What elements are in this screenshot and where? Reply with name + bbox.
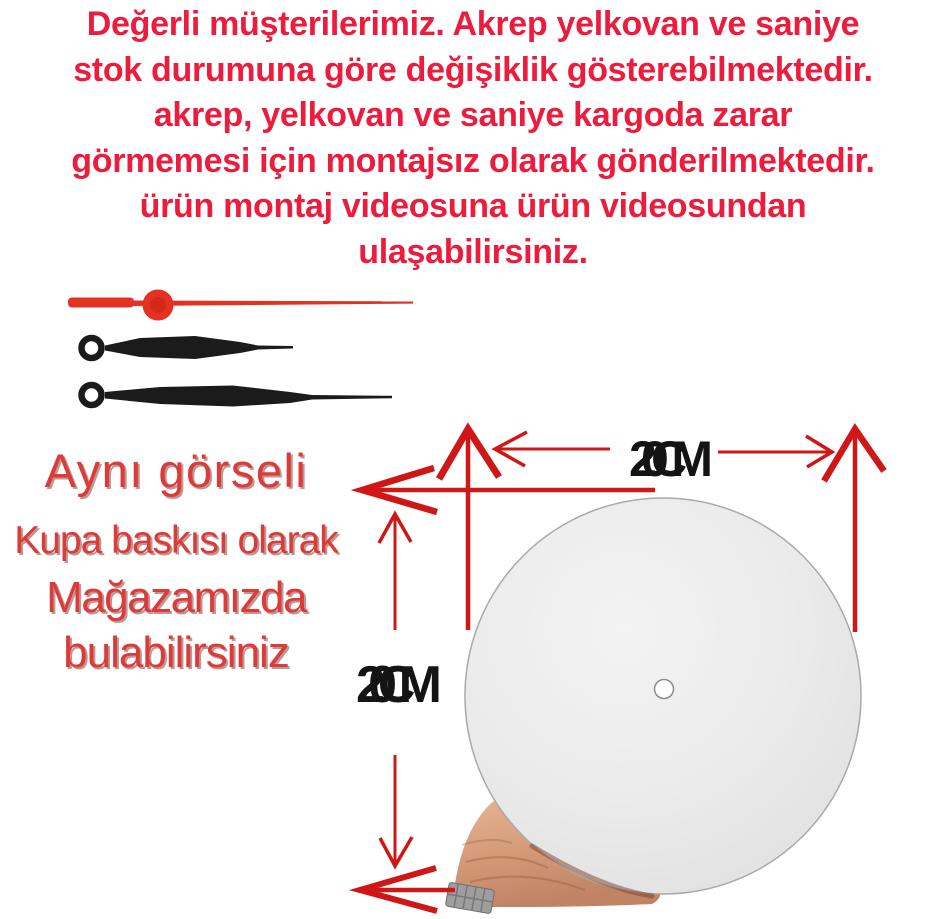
notice-line: ulaşabilirsiniz. <box>358 232 588 271</box>
promo-line-3: Mağazamızda <box>46 573 306 622</box>
second-hand-tail <box>68 298 134 308</box>
second-hand-hub-center <box>150 297 166 313</box>
minute-hand-blade <box>105 386 392 407</box>
notice-line: stok durumuna göre değişiklik gösterebilmektedir. <box>73 50 873 89</box>
minute-hand-ring <box>82 385 102 405</box>
height-dimension-label: 20 CM <box>356 656 442 714</box>
notice-line: akrep, yelkovan ve saniye kargoda zarar <box>153 96 793 135</box>
notice-line: Değerli müşterilerimiz. Akrep yelkovan ve saniye <box>86 5 860 43</box>
second-hand-shaft <box>132 301 413 307</box>
minute-hand-icon <box>82 385 393 407</box>
promo-title: Aynı görseli <box>44 444 308 497</box>
hour-hand-ring <box>82 338 102 358</box>
hour-hand-icon <box>82 336 294 359</box>
width-dimension-label: 20 CM <box>629 431 713 487</box>
notice-line: görmemesi için montajsız olarak gönderilmektedir. <box>71 141 875 180</box>
notice-line: ürün montaj videosuna ürün videosundan <box>139 187 807 226</box>
promo-line-2: Kupa baskısı olarak <box>14 519 338 562</box>
hour-hand-blade <box>105 336 293 359</box>
disc-center-hole <box>655 680 674 699</box>
second-hand-icon <box>68 290 413 321</box>
promo-line-4: bulabilirsiniz <box>63 628 289 677</box>
